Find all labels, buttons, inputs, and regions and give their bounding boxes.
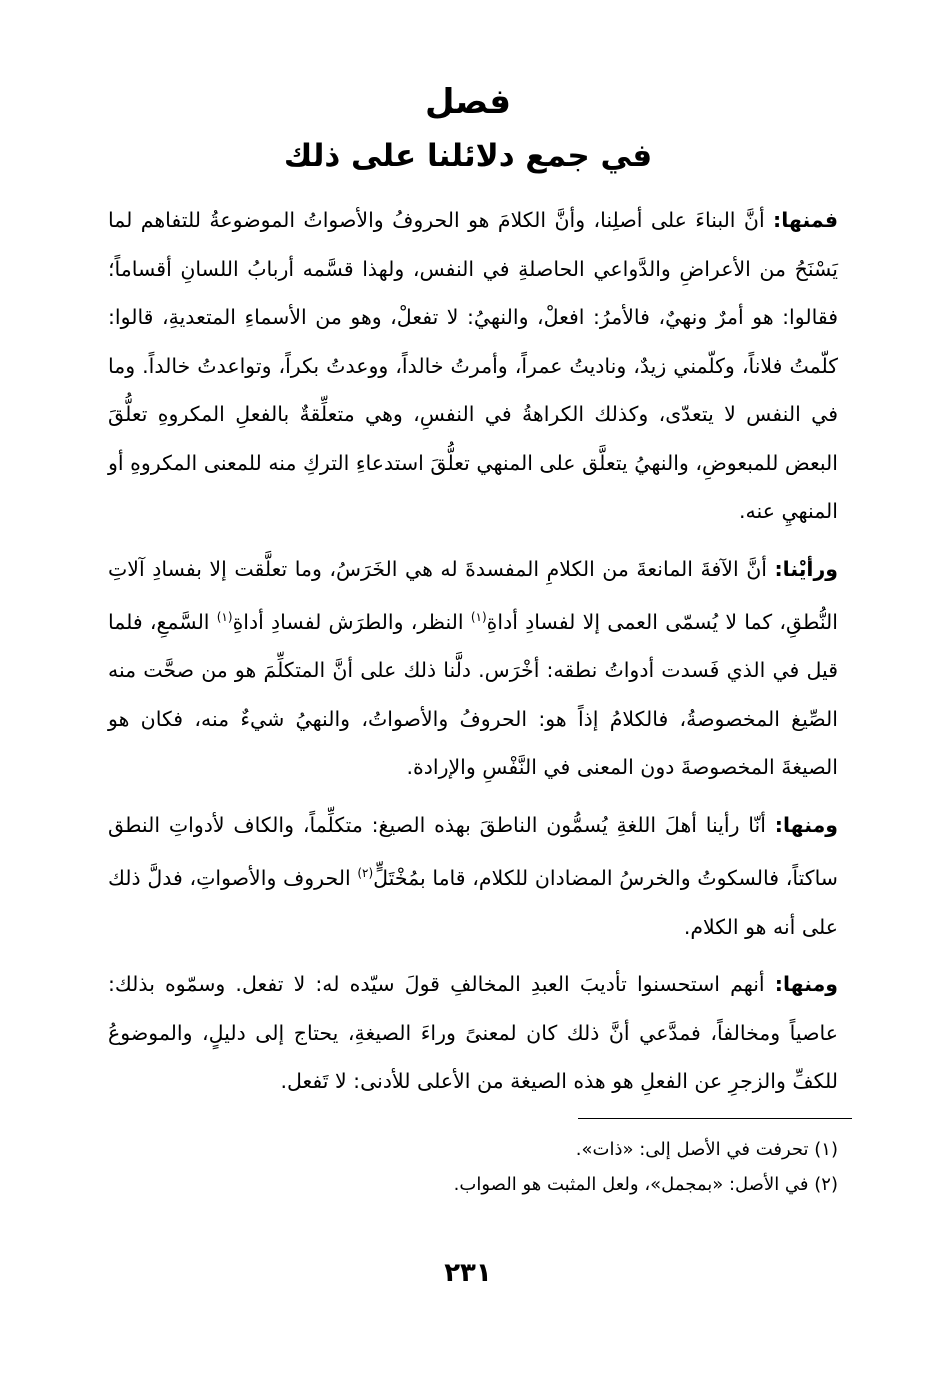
footnote-marker: (١) bbox=[216, 610, 233, 624]
section-title: فصل bbox=[424, 82, 512, 122]
footnote-separator bbox=[578, 1118, 852, 1119]
footnote-1: (١) تحرفت في الأصل إلى: «ذات». bbox=[575, 1139, 838, 1160]
footnotes bbox=[108, 1132, 838, 1202]
footnote-marker: (٢) bbox=[357, 866, 374, 881]
footnote-2: (٢) في الأصل: «بمجمل»، ولعل المثبت هو الصواب. bbox=[453, 1174, 838, 1195]
footnote-marker: (١) bbox=[470, 610, 487, 624]
paragraph-text: أنّا رأينا أهلَ اللغةِ يُسمُّون الناطقَ بهذه الصيغ: متكلِّماً، والكاف لأدواتِ النطق ساكتاً، فالسكوتُ والخرسُ المضادان للكلام، قاما بمُخْتَلٍّ bbox=[108, 812, 838, 891]
paragraph-lead: ومنها: bbox=[774, 812, 838, 837]
paragraph-lead: فمنها: bbox=[773, 208, 838, 232]
paragraph-text: النظر، والطرَش لفسادِ أداةِ bbox=[232, 609, 471, 634]
section-subtitle: في جمع دلائلنا على ذلك bbox=[283, 138, 653, 174]
page-number: ٢٣١ bbox=[444, 1258, 492, 1288]
paragraph-1 bbox=[108, 196, 838, 536]
paragraph-text: أنهم استحسنوا تأديبَ العبدِ المخالفِ قولَ سيّده له: لا تفعل. وسمّوه بذلك: عاصياً ومخالفاً، فمدَّعي أنَّ ذلك كان لمعنىً وراءَ الصيغةِ، يحتاج إلى دليلٍ، والموضوعُ للكفِّ والزجرِ عن الفعلِ هو هذه الصيغة من الأعلى للأدنى: لا تَفعل. bbox=[108, 972, 838, 1094]
paragraph-lead: ومنها: bbox=[774, 972, 838, 997]
paragraph-text: السَّمعِ، فلما قيل في الذي فَسدت أدواتُ نطقه: أخْرَس. دلَّنا ذلك على أنَّ المتكلِّمَ هو من صحَّت منه الصِّيغ المخصوصةُ، فالكلامُ إذاً هو: الحروفُ والأصواتُ، والنهيُ شيءٌ منه، فكان هو الصيغةَ المخصوصةَ دون المعنى في النَّفْسِ والإرادة. bbox=[108, 609, 838, 780]
main-text bbox=[108, 196, 838, 1115]
paragraph-4 bbox=[108, 960, 838, 1106]
paragraph-text: أنَّ البناءَ على أصلِنا، وأنَّ الكلامَ هو الحروفُ والأصواتُ الموضوعةُ للتفاهم لما يَسْنَحُ من الأعراضِ والدَّواعي الحاصلةِ في النفس، ولهذا قسَّمه أربابُ اللسانِ أقساماً؛ فقالوا: هو أمرٌ ونهيٌ، فالأمرُ: افعلْ، والنهيُ: لا تفعلْ، وهو من الأسماءِ المتعديةِ، قالوا: كلّمتُ فلاناً، وكلّمني زيدٌ، وناديتُ عمراً، وأمرتُ خالداً، ووعدتُ بكراً، وتواعدتُ خالداً. وما في النفس لا يتعدّى، وكذلك الكراهةُ في النفسِ، وهي متعلِّقةٌ بالفعلِ المكروهِ تعلُّقَ البعض للمبعوضِ، والنهيُ يتعلَّق على المنهي تعلُّقَ استدعاءِ التركِ منه للمعنى المكروهِ أو المنهيِ عنه. bbox=[108, 208, 838, 523]
paragraph-lead: ورأيْنا: bbox=[774, 556, 838, 581]
paragraph-text: أنَّ الآفةَ المانعةَ من الكلامِ المفسدةَ له هي الخَرَسُ، وما تعلَّقت إلا بفسادِ آلاتِ النُّطقِ، كما لا يُسمّى العمى إلا لفسادِ أداةِ bbox=[108, 556, 838, 634]
paragraph-3 bbox=[108, 801, 838, 951]
paragraph-2 bbox=[108, 545, 838, 792]
paragraph-text: الحروف والأصواتِ، فدلَّ ذلك على أنه هو الكلام. bbox=[108, 866, 838, 939]
